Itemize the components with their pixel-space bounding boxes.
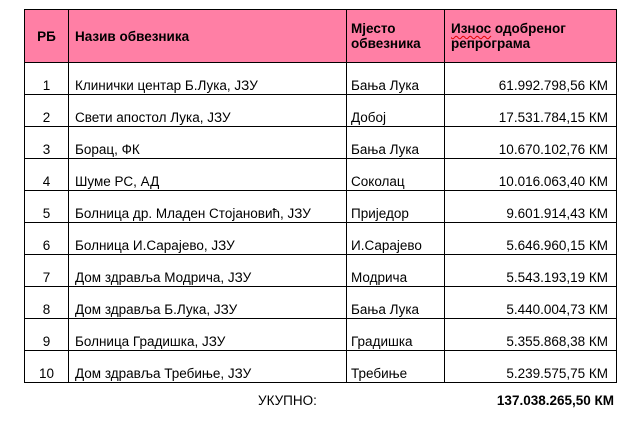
- cell-name: Борац, ФК: [69, 127, 347, 159]
- header-amount: [445, 10, 617, 63]
- table-body: [25, 63, 617, 383]
- table-row: [25, 223, 617, 255]
- cell-place: Требиње: [347, 351, 445, 383]
- header-place: Мјесто обвезника: [347, 10, 445, 63]
- cell-name: Дом здравља Требиње, ЈЗУ: [69, 351, 347, 383]
- total-value: 137.038.265,50 КМ: [496, 393, 614, 408]
- cell-rb: 6: [25, 223, 69, 255]
- cell-place: Приједор: [347, 191, 445, 223]
- table-row: [25, 95, 617, 127]
- cell-rb: 5: [25, 191, 69, 223]
- cell-amount: 5.239.575,75 КМ: [445, 351, 617, 383]
- cell-place: Соколац: [347, 159, 445, 191]
- cell-name: Дом здравља Модрича, ЈЗУ: [69, 255, 347, 287]
- cell-amount: 61.992.798,56 КМ: [445, 63, 617, 95]
- cell-place: Бања Лука: [347, 127, 445, 159]
- table-row: [25, 191, 617, 223]
- cell-name: Дом здравља Б.Лука, ЈЗУ: [69, 287, 347, 319]
- cell-amount: 5.355.868,38 КМ: [445, 319, 617, 351]
- cell-rb: 8: [25, 287, 69, 319]
- cell-rb: 4: [25, 159, 69, 191]
- cell-place: Бања Лука: [347, 63, 445, 95]
- cell-place: И.Сарајево: [347, 223, 445, 255]
- header-row: [25, 10, 617, 63]
- cell-amount: 5.646.960,15 КМ: [445, 223, 617, 255]
- cell-amount: 5.440.004,73 КМ: [445, 287, 617, 319]
- cell-place: Модрича: [347, 255, 445, 287]
- cell-name: Свети апостол Лука, ЈЗУ: [69, 95, 347, 127]
- obligors-table: [24, 9, 617, 383]
- cell-amount: 10.670.102,76 КМ: [445, 127, 617, 159]
- cell-rb: 7: [25, 255, 69, 287]
- cell-amount: 5.543.193,19 КМ: [445, 255, 617, 287]
- total-label: УКУПНО:: [258, 393, 317, 408]
- cell-place: Градишка: [347, 319, 445, 351]
- cell-rb: 9: [25, 319, 69, 351]
- cell-rb: 2: [25, 95, 69, 127]
- header-amount-rest: одобреног репрограма: [451, 21, 566, 51]
- table-row: [25, 255, 617, 287]
- cell-name: Клинички центар Б.Лука, ЈЗУ: [69, 63, 347, 95]
- cell-name: Шуме РС, АД: [69, 159, 347, 191]
- table-row: [25, 287, 617, 319]
- cell-rb: 3: [25, 127, 69, 159]
- table-row: [25, 351, 617, 383]
- table-row: [25, 159, 617, 191]
- cell-rb: 1: [25, 63, 69, 95]
- cell-name: Болница Градишка, ЈЗУ: [69, 319, 347, 351]
- cell-amount: 9.601.914,43 КМ: [445, 191, 617, 223]
- table-row: [25, 63, 617, 95]
- cell-place: Бања Лука: [347, 287, 445, 319]
- header-name: Назив обвезника: [69, 10, 347, 63]
- cell-place: Добој: [347, 95, 445, 127]
- header-amount-first-word: Износ: [451, 21, 492, 36]
- cell-amount: 10.016.063,40 КМ: [445, 159, 617, 191]
- header-rb: РБ: [25, 10, 69, 63]
- table-row: [25, 127, 617, 159]
- cell-amount: 17.531.784,15 КМ: [445, 95, 617, 127]
- cell-name: Болница И.Сарајево, ЈЗУ: [69, 223, 347, 255]
- cell-rb: 10: [25, 351, 69, 383]
- table-row: [25, 319, 617, 351]
- cell-name: Болница др. Младен Стојановић, ЈЗУ: [69, 191, 347, 223]
